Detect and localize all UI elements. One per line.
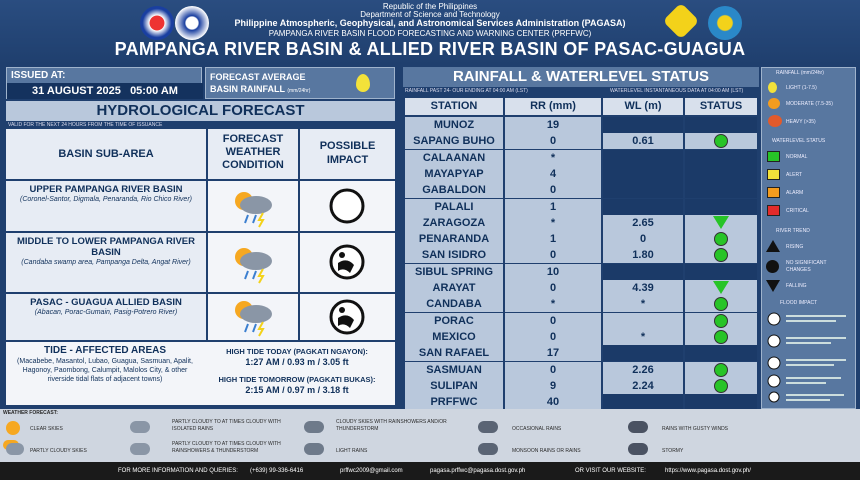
rainfall-value: 0 bbox=[505, 133, 601, 149]
legend-flood-title: FLOOD IMPACT bbox=[780, 300, 818, 306]
contact-bar bbox=[0, 462, 860, 480]
light-rain-icon bbox=[304, 443, 324, 455]
stormy-icon bbox=[628, 443, 648, 455]
alert-swatch bbox=[767, 169, 780, 180]
info-label: FOR MORE INFORMATION AND QUERIES: bbox=[118, 468, 238, 474]
rainfall-value: 0 bbox=[505, 362, 601, 378]
status-sub1: RAINFALL PAST 24- OUR ENDING AT 04:00 AM (LST) bbox=[405, 88, 528, 94]
status-cell bbox=[685, 280, 757, 296]
impact-cell-middle bbox=[300, 233, 395, 292]
rainfall-value: 0 bbox=[505, 329, 601, 345]
normal-status-icon bbox=[714, 330, 728, 344]
rising-icon bbox=[766, 240, 780, 252]
basin-name: MIDDLE TO LOWER PAMPANGA RIVER BASIN bbox=[16, 236, 196, 258]
critical-swatch bbox=[767, 205, 780, 216]
partly-cloudy-icon bbox=[6, 443, 24, 455]
station-row bbox=[405, 199, 757, 215]
rainfall-value: 1 bbox=[505, 199, 601, 215]
station-row bbox=[405, 329, 757, 345]
station-row bbox=[405, 215, 757, 231]
status-cell bbox=[685, 378, 757, 394]
rainfall-value: 0 bbox=[505, 313, 601, 329]
waterlevel-value bbox=[603, 182, 683, 198]
rainfall-value: * bbox=[505, 150, 601, 166]
impact-cell-upper bbox=[300, 181, 395, 231]
station-row bbox=[405, 150, 757, 166]
station-name: SULIPAN bbox=[405, 378, 503, 394]
legend-rising: RISING bbox=[786, 244, 804, 250]
station-row bbox=[405, 280, 757, 296]
issued-label: ISSUED AT: bbox=[11, 70, 66, 81]
sun-icon bbox=[6, 421, 20, 435]
status-cell bbox=[685, 199, 757, 215]
heavy-rain-drop-icon bbox=[768, 115, 782, 127]
legend-trend-title: RIVER TREND bbox=[776, 228, 810, 234]
station-row bbox=[405, 247, 757, 263]
legend-nochange: NO SIGNIFICANT CHANGES bbox=[786, 260, 827, 273]
status-cell bbox=[685, 133, 757, 149]
gusty-rain-icon bbox=[628, 421, 648, 433]
wf-clear: CLEAR SKIES bbox=[30, 426, 63, 432]
rainfall-value: 4 bbox=[505, 166, 601, 182]
waterlevel-value bbox=[603, 264, 683, 280]
alarm-swatch bbox=[767, 187, 780, 198]
cloudy-rain-icon bbox=[304, 421, 324, 433]
waterlevel-value: 2.24 bbox=[603, 378, 683, 394]
wf-stormy: STORMY bbox=[662, 448, 684, 454]
legend-critical: CRITICAL bbox=[786, 208, 809, 214]
wf-partly-iso: PARTLY CLOUDY TO AT TIMES CLOUDY WITH ISOLATED RAINS bbox=[172, 419, 281, 432]
status-cell bbox=[685, 362, 757, 378]
tide-section bbox=[6, 342, 395, 405]
issued-box bbox=[6, 67, 202, 99]
legend-light: LIGHT (1-7.5) bbox=[786, 85, 817, 91]
station-row bbox=[405, 362, 757, 378]
rainfall-value: * bbox=[505, 215, 601, 231]
header-line2: Department of Science and Technology bbox=[360, 10, 500, 19]
station-row bbox=[405, 182, 757, 198]
rainfall-value: 10 bbox=[505, 264, 601, 280]
waterlevel-value bbox=[603, 117, 683, 133]
avg-label2: BASIN RAINFALL (mm/24hr) bbox=[210, 84, 311, 94]
facebook-link[interactable]: pagasa.prffwc@pagasa.dost.gov.ph bbox=[430, 468, 526, 474]
header-line3: Philippine Atmospheric, Geophysical, and Astronomical Services Administration (PAGASA) bbox=[234, 18, 626, 28]
wf-partly: PARTLY CLOUDY SKIES bbox=[30, 448, 87, 454]
waterlevel-value bbox=[603, 150, 683, 166]
station-name: SAN ISIDRO bbox=[405, 247, 503, 263]
legend-moderate: MODERATE (7.5-35) bbox=[786, 101, 833, 107]
avg-label1: FORECAST AVERAGE bbox=[210, 72, 306, 82]
tide-areas: (Macabebe, Masantol, Lubao, Guagua, Sasmuan, Apalit, Hagonoy, Paombong, Calumpit, Malolos City, & other riverside tidal flats of adjacent towns) bbox=[17, 358, 193, 383]
basin-name: UPPER PAMPANGA RIVER BASIN bbox=[29, 184, 183, 195]
rainfall-value: 0 bbox=[505, 247, 601, 263]
status-cell bbox=[685, 394, 757, 410]
status-cell bbox=[685, 345, 757, 361]
station-name: CALAANAN bbox=[405, 150, 503, 166]
status-cell bbox=[685, 313, 757, 329]
no-change-icon bbox=[766, 260, 779, 273]
status-cell bbox=[685, 231, 757, 247]
hydro-title: HYDROLOGICAL FORECAST bbox=[6, 101, 395, 121]
flood-impact-icon bbox=[300, 233, 395, 292]
station-name: PRFFWC bbox=[405, 394, 503, 410]
basin-name: PASAC - GUAGUA ALLIED BASIN bbox=[30, 297, 182, 308]
waterlevel-value bbox=[603, 166, 683, 182]
col-impact: POSSIBLE IMPACT bbox=[300, 129, 395, 179]
station-name: PORAC bbox=[405, 313, 503, 329]
normal-status-icon bbox=[714, 134, 728, 148]
waterlevel-value: * bbox=[603, 296, 683, 312]
waterlevel-value: 1.80 bbox=[603, 247, 683, 263]
rain-thunder-icon bbox=[208, 294, 298, 340]
status-cell bbox=[685, 117, 757, 133]
status-cell bbox=[685, 264, 757, 280]
weather-cell-upper bbox=[208, 181, 298, 231]
status-cell bbox=[685, 150, 757, 166]
wf-monsoon: MONSOON RAINS OR RAINS bbox=[512, 448, 581, 454]
station-name: MUNOZ bbox=[405, 117, 503, 133]
header-line4: PAMPANGA RIVER BASIN FLOOD FORECASTING AND WARNING CENTER (PRFFWC) bbox=[268, 29, 592, 38]
rainfall-value: 9 bbox=[505, 378, 601, 394]
status-cell bbox=[685, 329, 757, 345]
normal-status-icon bbox=[714, 379, 728, 393]
rainfall-value: 1 bbox=[505, 231, 601, 247]
wf-title: WEATHER FORECAST: bbox=[3, 410, 58, 416]
tide-tomorrow-label: HIGH TIDE TOMORROW (PAGKATI BUKAS): bbox=[218, 375, 376, 384]
waterlevel-value bbox=[603, 394, 683, 410]
header bbox=[0, 0, 860, 64]
col-basin-area: BASIN SUB-AREA bbox=[6, 129, 206, 179]
forecast-average-box bbox=[205, 67, 395, 99]
station-name: MEXICO bbox=[405, 329, 503, 345]
station-name: CANDABA bbox=[405, 296, 503, 312]
weather-forecast-legend bbox=[0, 409, 860, 462]
wf-partly-thunder: PARTLY CLOUDY TO AT TIMES CLOUDY WITH RAINSHOWERS & THUNDERSTORM bbox=[172, 441, 281, 454]
station-name: PALALI bbox=[405, 199, 503, 215]
waterlevel-value: 0 bbox=[603, 231, 683, 247]
falling-icon bbox=[766, 280, 780, 292]
rainfall-value: 40 bbox=[505, 394, 601, 410]
moderate-rain-drop-icon bbox=[768, 98, 780, 109]
waterlevel-value: 2.26 bbox=[603, 362, 683, 378]
station-name: SAPANG BUHO bbox=[405, 133, 503, 149]
station-name: ZARAGOZA bbox=[405, 215, 503, 231]
impact-cell-pasac bbox=[300, 294, 395, 340]
station-row bbox=[405, 117, 757, 133]
monsoon-rain-icon bbox=[478, 443, 498, 455]
rain-thunder-icon bbox=[208, 233, 298, 292]
light-rain-drop-icon bbox=[768, 82, 777, 93]
basin-sub: (Candaba swamp area, Pampanga Delta, Angat River) bbox=[21, 259, 191, 266]
station-row bbox=[405, 296, 757, 312]
legend-falling: FALLING bbox=[786, 283, 807, 289]
legend-rain-title: RAINFALL (mm/24hr) bbox=[776, 70, 824, 76]
normal-status-icon bbox=[714, 297, 728, 311]
station-name: ARAYAT bbox=[405, 280, 503, 296]
legend-panel bbox=[761, 67, 856, 409]
station-name: SIBUL SPRING bbox=[405, 264, 503, 280]
col-status: STATUS bbox=[685, 98, 757, 115]
waterlevel-value bbox=[603, 313, 683, 329]
legend-normal: NORMAL bbox=[786, 154, 808, 160]
basin-row-middle bbox=[6, 233, 206, 292]
col-station: STATION bbox=[405, 98, 503, 115]
basin-row-pasac bbox=[6, 294, 206, 340]
header-line1: Republic of the Philippines bbox=[382, 2, 478, 11]
waterlevel-value: 0.61 bbox=[603, 133, 683, 149]
station-name: SAN RAFAEL bbox=[405, 345, 503, 361]
col-wl: WL (m) bbox=[603, 98, 683, 115]
wf-light-rain: LIGHT RAINS bbox=[336, 448, 368, 454]
station-row bbox=[405, 264, 757, 280]
weather-cell-pasac bbox=[208, 294, 298, 340]
normal-status-icon bbox=[714, 314, 728, 328]
status-title: RAINFALL & WATERLEVEL STATUS bbox=[403, 67, 759, 87]
basin-row-upper bbox=[6, 181, 206, 231]
status-cell bbox=[685, 296, 757, 312]
visit-label: OR VISIT OUR WEBSITE: bbox=[575, 468, 646, 474]
weather-cell-middle bbox=[208, 233, 298, 292]
rain-thunder-icon bbox=[208, 181, 298, 231]
flood-impact-icon bbox=[300, 294, 395, 340]
normal-status-icon bbox=[714, 248, 728, 262]
station-name: SASMUAN bbox=[405, 362, 503, 378]
waterlevel-value: * bbox=[603, 329, 683, 345]
station-row bbox=[405, 394, 757, 410]
waterlevel-value bbox=[603, 345, 683, 361]
station-name: MAYAPYAP bbox=[405, 166, 503, 182]
falling-trend-icon bbox=[713, 281, 729, 294]
waterlevel-value: 4.39 bbox=[603, 280, 683, 296]
cloud-thunder-icon bbox=[130, 443, 150, 455]
legend-heavy: HEAVY (>35) bbox=[786, 119, 816, 125]
website-link[interactable]: https://www.pagasa.dost.gov.ph/ bbox=[665, 468, 751, 474]
status-cell bbox=[685, 182, 757, 198]
station-name: PENARANDA bbox=[405, 231, 503, 247]
basin-sub: (Coronel-Santor, Digmala, Penaranda, Rio Chico River) bbox=[20, 196, 192, 203]
tide-today-label: HIGH TIDE TODAY (PAGKATI NGAYON): bbox=[226, 347, 368, 356]
station-row bbox=[405, 345, 757, 361]
rainfall-value: 17 bbox=[505, 345, 601, 361]
legend-alarm: ALARM bbox=[786, 190, 804, 196]
rainfall-value: * bbox=[505, 296, 601, 312]
wf-gusty: RAINS WITH GUSTY WINDS bbox=[662, 426, 729, 432]
raindrop-icon bbox=[356, 74, 370, 92]
basin-sub: (Abacan, Porac-Gumain, Pasig-Potrero River) bbox=[34, 309, 178, 316]
hydro-valid: VALID FOR THE NEXT 24 HOURS FROM THE TIME OF ISSUANCE bbox=[8, 122, 163, 128]
station-row bbox=[405, 166, 757, 182]
falling-trend-icon bbox=[713, 216, 729, 229]
wf-occasional: OCCASIONAL RAINS bbox=[512, 426, 562, 432]
flood-legend-icons bbox=[766, 311, 852, 407]
station-row bbox=[405, 133, 757, 149]
no-impact-icon bbox=[300, 181, 395, 231]
legend-wl-title: WATERLEVEL STATUS bbox=[772, 138, 826, 144]
station-row bbox=[405, 231, 757, 247]
tide-today-value: 1:27 AM / 0.93 m / 3.05 ft bbox=[245, 357, 349, 367]
cloud-rain-icon bbox=[130, 421, 150, 433]
status-sub2: WATERLEVEL INSTANTANEOUS DATA AT 04:00 AM (LST) bbox=[610, 88, 744, 94]
status-cell bbox=[685, 247, 757, 263]
phone-link[interactable]: (+639) 99-336-6416 bbox=[250, 468, 304, 474]
status-cell bbox=[685, 215, 757, 231]
wf-cloudy-rain: CLOUDY SKIES WITH RAINSHOWERS AND/OR THUNDERSTORM bbox=[336, 419, 447, 432]
station-row bbox=[405, 313, 757, 329]
station-row bbox=[405, 378, 757, 394]
waterlevel-value bbox=[603, 199, 683, 215]
waterlevel-value: 2.65 bbox=[603, 215, 683, 231]
issued-datetime: 31 AUGUST 2025 05:00 AM bbox=[7, 83, 203, 99]
tide-title: TIDE - AFFECTED AREAS bbox=[43, 345, 167, 356]
email-link[interactable]: prffwc2009@gmail.com bbox=[340, 468, 403, 474]
status-cell bbox=[685, 166, 757, 182]
flood-impact-icons bbox=[766, 311, 852, 407]
normal-status-icon bbox=[714, 232, 728, 246]
col-weather: FORECAST WEATHER CONDITION bbox=[208, 129, 298, 179]
normal-swatch bbox=[767, 151, 780, 162]
col-rr: RR (mm) bbox=[505, 98, 601, 115]
rainfall-value: 0 bbox=[505, 182, 601, 198]
station-name: GABALDON bbox=[405, 182, 503, 198]
rainfall-value: 19 bbox=[505, 117, 601, 133]
legend-alert: ALERT bbox=[786, 172, 803, 178]
occasional-rain-icon bbox=[478, 421, 498, 433]
normal-status-icon bbox=[714, 363, 728, 377]
page-title: PAMPANGA RIVER BASIN & ALLIED RIVER BASIN OF PASAC-GUAGUA bbox=[114, 39, 746, 59]
tide-tomorrow-value: 2:15 AM / 0.97 m / 3.18 ft bbox=[245, 385, 349, 395]
rainfall-value: 0 bbox=[505, 280, 601, 296]
